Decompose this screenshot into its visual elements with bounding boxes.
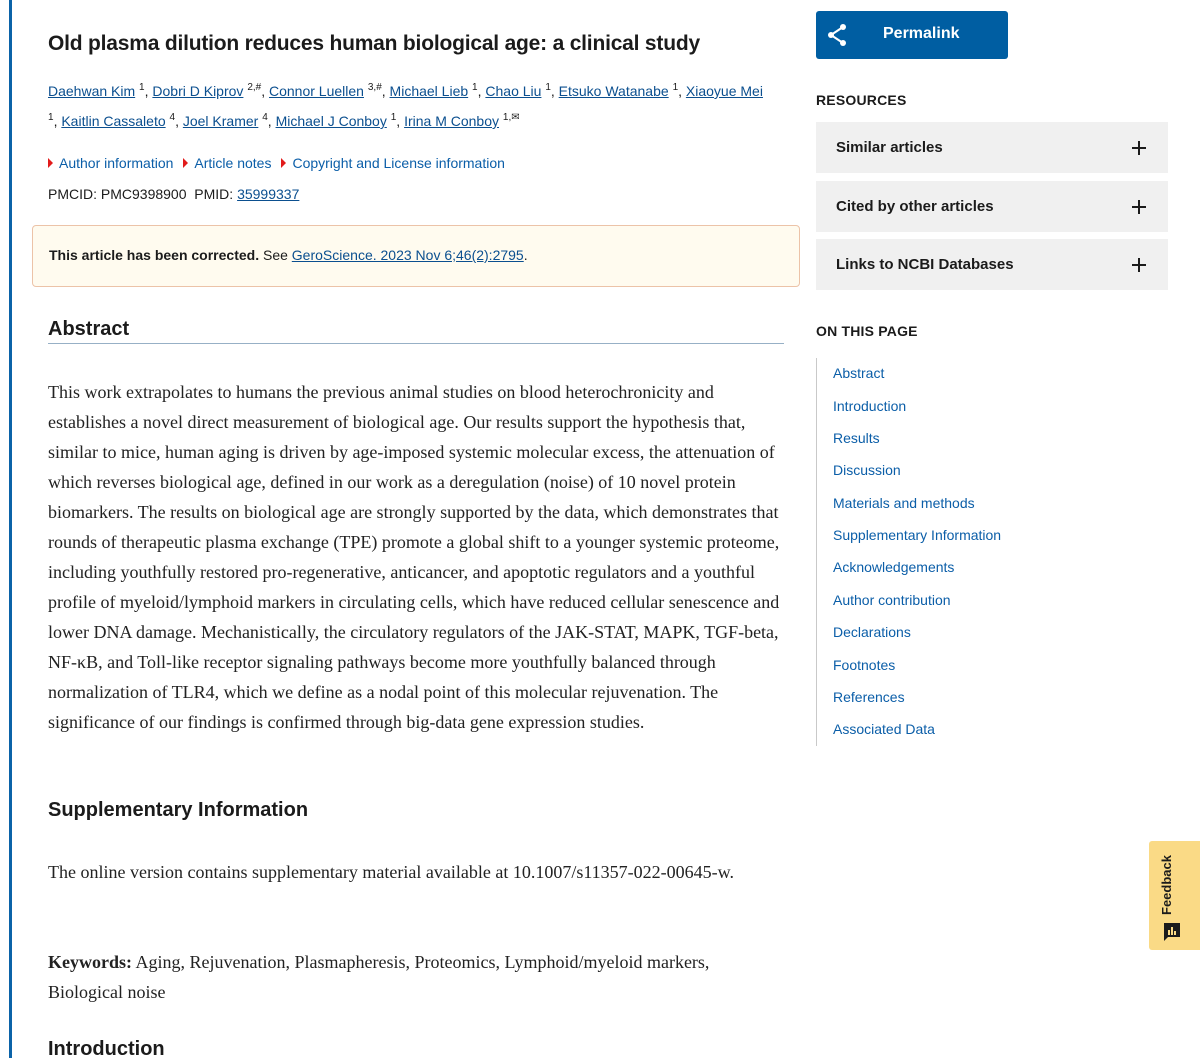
author-link[interactable]: Chao Liu	[485, 83, 542, 99]
notice-see: See	[262, 247, 288, 263]
plus-icon	[1132, 141, 1146, 155]
share-icon	[826, 23, 848, 47]
article-title: Old plasma dilution reduces human biological age: a clinical study	[48, 32, 700, 55]
toggle-label: Copyright and License information	[292, 155, 505, 171]
toc-item-references[interactable]: References	[833, 689, 905, 705]
author-affil: 1	[390, 112, 397, 123]
permalink-button[interactable]	[816, 11, 1008, 59]
author-affil: 2,#	[247, 82, 262, 93]
article-notes-toggle[interactable]	[183, 155, 271, 171]
author-affil: 4	[262, 112, 268, 123]
on-this-page-heading: ON THIS PAGE	[816, 323, 918, 339]
toc-item-acknowledgements[interactable]: Acknowledgements	[833, 559, 955, 575]
author-affil: 1,✉	[502, 112, 520, 123]
toc-item-author-contribution[interactable]: Author contribution	[833, 592, 951, 608]
keywords-label: Keywords:	[48, 952, 132, 972]
author-link[interactable]: Dobri D Kiprov	[152, 83, 244, 99]
supplementary-heading: Supplementary Information	[48, 799, 309, 821]
author-affil: 1	[472, 82, 478, 93]
keywords-list: Aging, Rejuvenation, Plasmapheresis, Proteomics, Lymphoid/myeloid markers, Biological noise	[48, 952, 710, 1002]
author-link[interactable]: Irina M Conboy	[404, 113, 500, 129]
author-link[interactable]: Michael Lieb	[389, 83, 469, 99]
accordion-label: Cited by other articles	[836, 198, 994, 215]
author-affil: 1	[48, 112, 54, 123]
ncbi-links-accordion[interactable]	[816, 239, 1168, 290]
toc-item-abstract[interactable]: Abstract	[833, 365, 885, 381]
permalink-label: Permalink	[883, 25, 960, 42]
toc-item-introduction[interactable]: Introduction	[833, 398, 907, 414]
copyright-license-toggle[interactable]	[281, 155, 504, 171]
cited-by-accordion[interactable]	[816, 181, 1168, 232]
author-link[interactable]: Xiaoyue Mei	[685, 83, 763, 99]
resources-heading: RESOURCES	[816, 92, 907, 108]
notice-bold-text: This article has been corrected.	[49, 247, 260, 263]
author-information-toggle[interactable]	[48, 155, 173, 171]
pmid-label: PMID:	[194, 186, 234, 202]
author-affil: 4	[169, 112, 176, 123]
toc-item-declarations[interactable]: Declarations	[833, 624, 911, 640]
toc-item-results[interactable]: Results	[833, 430, 880, 446]
accordion-label: Similar articles	[836, 139, 943, 156]
feedback-label: Feedback	[1159, 855, 1174, 915]
author-link[interactable]: Joel Kramer	[182, 113, 259, 129]
author-affil: 3,#	[367, 82, 382, 93]
supplementary-text: The online version contains supplementary material available at 10.1007/s11357-022-00645-w.	[48, 862, 734, 882]
plus-icon	[1132, 258, 1146, 272]
toc-item-footnotes[interactable]: Footnotes	[833, 657, 896, 673]
triangle-right-icon	[183, 158, 188, 168]
toc-item-materials-methods[interactable]: Materials and methods	[833, 495, 975, 511]
plus-icon	[1132, 200, 1146, 214]
author-affil: 1	[672, 82, 679, 93]
pmcid-value: PMC9398900	[100, 186, 187, 202]
abstract-text: This work extrapolates to humans the previous animal studies on blood heterochronicity and establishes a novel direct measurement of biological age. Our results support the hypothesis that, similar to mice, human aging is driven by age-imposed systemic molecular excess, the attenuation of which reverses biological age, defined in our work as a deregulation (noise) of 10 novel protein biomarkers. The results on biological age are strongly supported by the data, which demonstrates that rounds of therapeutic plasma exchange (TPE) promote a global shift to a younger systemic proteome, including youthfully restored pro-regenerative, anticancer, and apoptotic regulators and a youthful profile of myeloid/lymphoid markers in circulating cells, which have reduced cellular senescence and lower DNA damage. Mechanistically, the circulatory regulators of the JAK-STAT, MAPK, TGF-beta, NF-κB, and Toll-like receptor signaling pathways become more youthfully balanced through normalization of TLR4, which we define as a nodal point of this molecular rejuvenation. The significance of our findings is confirmed through big-data gene expression studies.	[48, 382, 780, 732]
on-this-page-nav	[816, 358, 1116, 746]
article-ids	[48, 186, 299, 202]
author-affil: 1	[139, 82, 145, 93]
correction-link[interactable]: GeroScience. 2023 Nov 6;46(2):2795	[291, 247, 524, 263]
pmcid-label: PMCID:	[48, 186, 97, 202]
abstract-heading: Abstract	[48, 318, 784, 344]
author-link[interactable]: Etsuko Watanabe	[558, 83, 669, 99]
author-link[interactable]: Kaitlin Cassaleto	[61, 113, 166, 129]
toc-item-discussion[interactable]: Discussion	[833, 462, 901, 478]
notice-period: .	[523, 247, 528, 263]
toggle-label: Article notes	[194, 155, 272, 171]
accordion-label: Links to NCBI Databases	[836, 256, 1014, 273]
feedback-button[interactable]	[1149, 841, 1200, 950]
feedback-chart-icon	[1164, 923, 1180, 941]
author-affil: 1	[545, 82, 551, 93]
pmid-link[interactable]: 35999337	[237, 186, 300, 202]
triangle-right-icon	[48, 158, 53, 168]
triangle-right-icon	[281, 158, 286, 168]
correction-notice	[32, 225, 800, 287]
toc-item-associated-data[interactable]: Associated Data	[833, 721, 935, 737]
article-meta-links	[48, 155, 505, 171]
author-link[interactable]: Michael J Conboy	[275, 113, 387, 129]
introduction-heading: Introduction	[48, 1038, 165, 1058]
keywords	[48, 947, 778, 1007]
author-link[interactable]: Connor Luellen	[269, 83, 364, 99]
toggle-label: Author information	[59, 155, 174, 171]
author-link[interactable]: Daehwan Kim	[48, 83, 136, 99]
similar-articles-accordion[interactable]	[816, 122, 1168, 173]
toc-item-supplementary[interactable]: Supplementary Information	[833, 527, 1002, 543]
author-list: Daehwan Kim $^1$, Dobri D Kiprov $^{2,\#}$, Connor Luellen $^{3,\#}$, Michael Lieb $^1$, Chao Liu $^1$, Etsuko Watanabe $^1$, Xiaoyue Mei $^1$, Kaitlin Cassaleto $^4$, Joel Kramer $^4$, Michael J Conboy $^1$, Irina M Conboy $^{1,✉}$	[48, 82, 763, 129]
left-accent-bar	[9, 0, 12, 1058]
